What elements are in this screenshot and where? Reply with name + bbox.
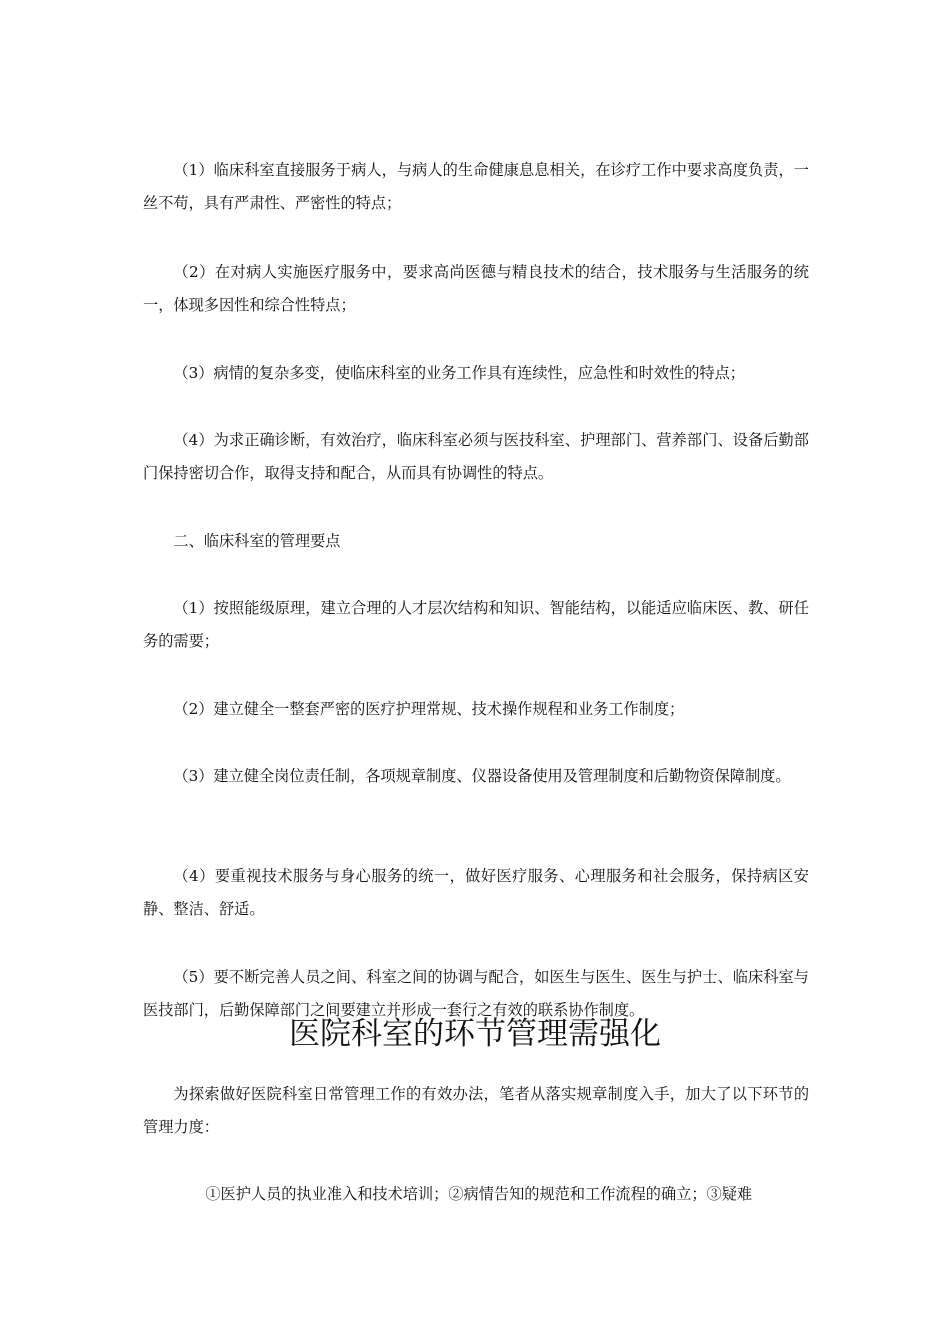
management-point-2: （2）建立健全一整套严密的医疗护理常规、技术操作规程和业务工作制度； xyxy=(173,700,685,718)
section-heading: 二、临床科室的管理要点 xyxy=(173,532,341,550)
paragraph-3: （3）病情的复杂多变，使临床科室的业务工作具有连续性，应急性和时效性的特点； xyxy=(173,364,745,382)
article-title: 医院科室的环节管理需强化 xyxy=(289,1016,661,1052)
paragraph-4: （4）为求正确诊断，有效治疗，临床科室必须与医技科室、护理部门、营养部门、设备后勤部门保持密切合作，取得支持和配合，从而具有协调性的特点。 xyxy=(143,431,809,482)
management-point-5: （5）要不断完善人员之间、科室之间的协调与配合，如医生与医生、医生与护士、临床科室与医技部门，后勤保障部门之间要建立并形成一套行之有效的联系协作制度。 xyxy=(143,968,809,1019)
paragraph-2: （2）在对病人实施医疗服务中，要求高尚医德与精良技术的结合，技术服务与生活服务的统一，体现多因性和综合性特点； xyxy=(143,263,809,314)
management-point-3: （3）建立健全岗位责任制，各项规章制度、仪器设备使用及管理制度和后勤物资保障制度。 xyxy=(173,767,791,785)
intro-paragraph: 为探索做好医院科室日常管理工作的有效办法，笔者从落实规章制度入手，加大了以下环节的管理力度： xyxy=(143,1085,809,1136)
management-point-1: （1）按照能级原理，建立合理的人才层次结构和知识、智能结构，以能适应临床医、教、研任务的需要； xyxy=(143,599,809,650)
management-point-4: （4）要重视技术服务与身心服务的统一，做好医疗服务、心理服务和社会服务，保持病区安静、整洁、舒适。 xyxy=(143,867,809,918)
list-paragraph: ①医护人员的执业准入和技术培训；②病情告知的规范和工作流程的确立；③疑难 xyxy=(205,1185,753,1203)
paragraph-1: （1）临床科室直接服务于病人，与病人的生命健康息息相关，在诊疗工作中要求高度负责，一丝不苟，具有严肃性、严密性的特点； xyxy=(143,161,809,212)
